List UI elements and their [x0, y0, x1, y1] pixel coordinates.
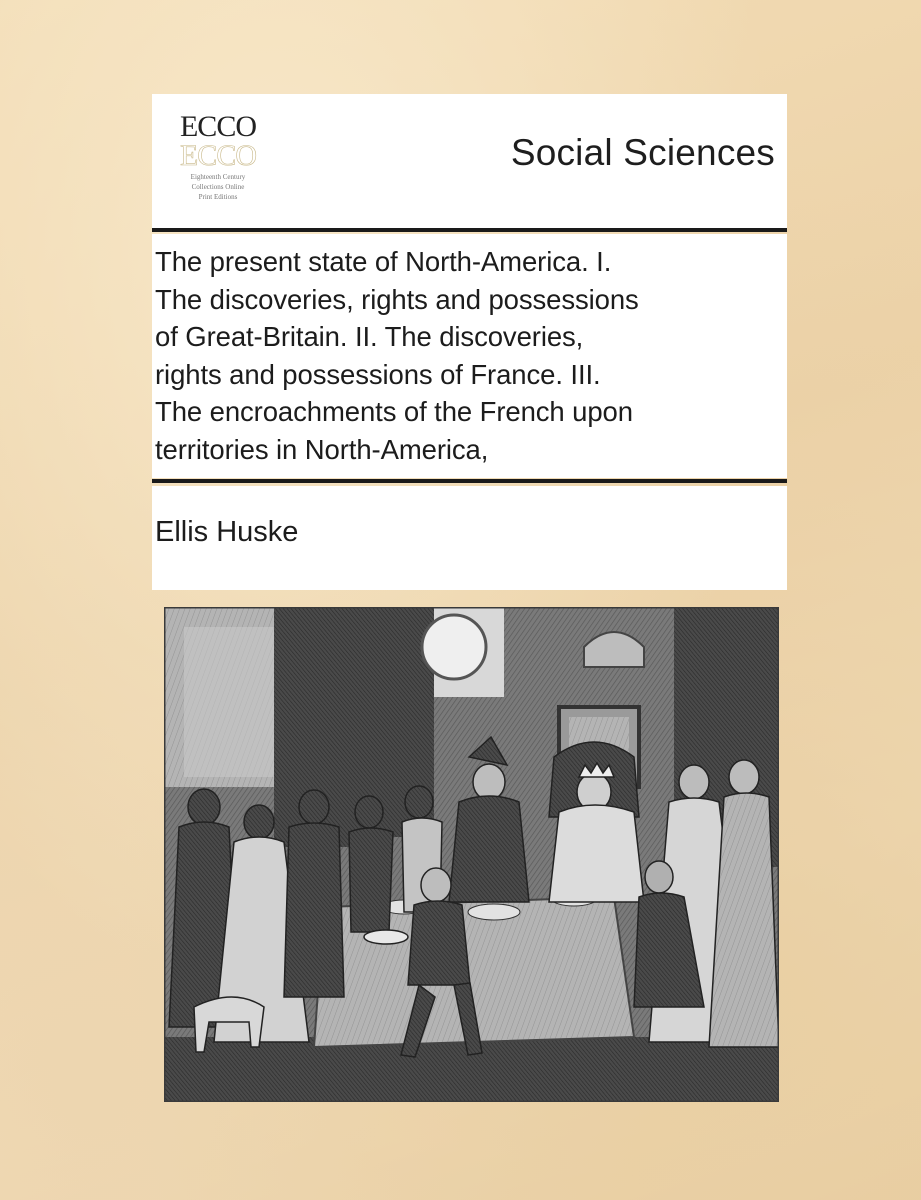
- banquet-engraving-icon: [164, 607, 779, 1102]
- logo-sub-line: Collections Online: [191, 183, 245, 191]
- divider-rule: [152, 228, 787, 232]
- ecco-logo: [172, 108, 264, 214]
- title-panel: [152, 234, 787, 478]
- logo-mark: ECCO: [179, 110, 256, 143]
- cover-header: [152, 94, 787, 228]
- logo-mark-reflection: ECCO: [179, 139, 256, 172]
- title-line: of Great-Britain. II. The discoveries,: [155, 321, 584, 352]
- title-line: The discoveries, rights and possessions: [155, 283, 639, 315]
- author-panel: [152, 486, 787, 590]
- author-name: Ellis Huske: [155, 516, 299, 548]
- logo-subtitle: [172, 172, 264, 202]
- title-line: rights and possessions of France. III.: [155, 358, 601, 390]
- title-line: territories in North-America,: [155, 433, 489, 465]
- logo-sub-line: Print Editions: [198, 193, 238, 201]
- series-name: Social Sciences: [510, 132, 775, 173]
- title-line: The encroachments of the French upon: [155, 396, 633, 427]
- divider-rule: [152, 479, 787, 483]
- title-line: The present state of North-America. I.: [155, 246, 612, 277]
- logo-sub-line: Eighteenth Century: [190, 173, 246, 181]
- book-title: [155, 243, 781, 468]
